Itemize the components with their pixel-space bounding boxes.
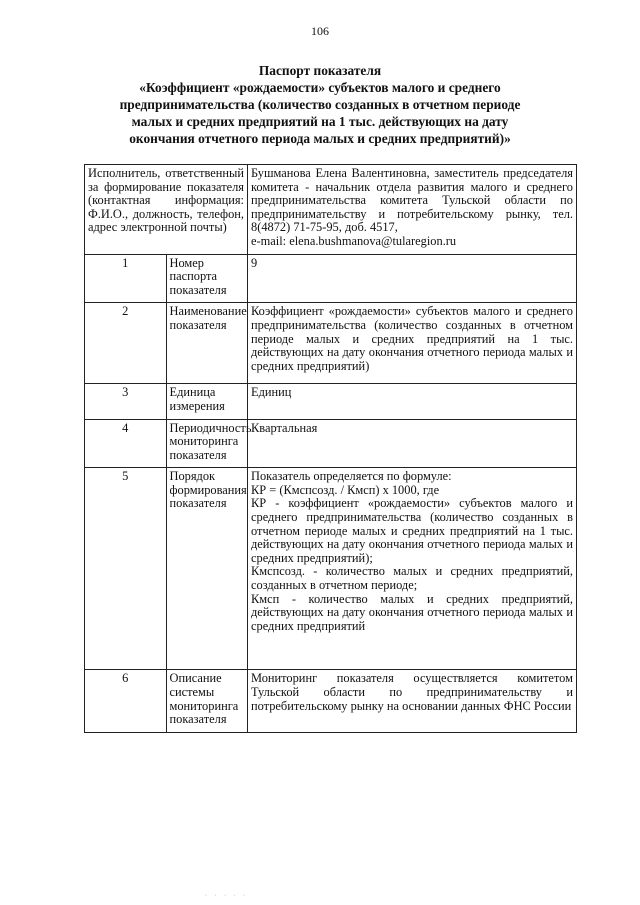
- formula-intro: Показатель определяется по формуле:: [251, 469, 452, 484]
- page-number: 106: [311, 24, 329, 38]
- responsible-label: Исполнитель, ответственный за формирование показателя (контактная информация: Ф.И.О., должность, телефон, адрес электронной почты): [85, 165, 248, 255]
- title-line: предпринимательства (количество созданных в отчетном периоде: [119, 97, 521, 112]
- row-label: Номер паспорта показателя: [166, 254, 248, 303]
- title-line: «Коэффициент «рождаемости» субъектов малого и среднего: [139, 80, 501, 95]
- row-label: Описание системы мониторинга показателя: [166, 670, 248, 732]
- title-line: окончания отчетного периода малых и средних предприятий)»: [129, 131, 511, 146]
- table-row: [85, 670, 577, 732]
- document-title: [80, 62, 560, 147]
- title-line: Паспорт показателя: [258, 63, 382, 78]
- formula-cell: [248, 468, 577, 670]
- passport-table: [84, 164, 577, 733]
- table-row-responsible: [85, 165, 577, 255]
- table-row: [85, 303, 577, 384]
- responsible-value-cell: [248, 165, 577, 255]
- table-row: [85, 254, 577, 303]
- row-number: 1: [85, 254, 167, 303]
- row-label: Порядок формирования показателя: [166, 468, 248, 670]
- kr-definition: КР - коэффициент «рождаемости» субъектов малого и среднего предпринимательства (количество созданных в отчетном периоде малых и средних предприятий на 1 тыс. действующих на дату окончания отчетного периода малых и средних предприятий);: [251, 496, 573, 565]
- title-line: малых и средних предприятий на 1 тыс. действующих на дату: [131, 114, 509, 129]
- row-label: Периодичность мониторинга показателя: [166, 419, 248, 468]
- row-value: 9: [248, 254, 577, 303]
- table-row: [85, 468, 577, 670]
- row-number: 5: [85, 468, 167, 670]
- row-label: Единица измерения: [166, 384, 248, 419]
- responsible-value: Бушманова Елена Валентиновна, заместитель председателя комитета - начальник отдела развития малого и среднего предпринимательства комитета Тульской области по предпринимательству и потребительскому рынку, тел. 8(4872) 71-75-95, доб. 4517,: [251, 166, 573, 235]
- row-value: Мониторинг показателя осуществляется комитетом Тульской области по предпринимательству и потребительскому рынку на основании данных ФНС России: [248, 670, 577, 732]
- table-row: [85, 419, 577, 468]
- responsible-email: e-mail: elena.bushmanova@tularegion.ru: [251, 233, 457, 248]
- row-value: Квартальная: [248, 419, 577, 468]
- row-label: Наименование показателя: [166, 303, 248, 384]
- k1-definition: Кмспсозд. - количество малых и средних предприятий, созданных в отчетном периоде;: [251, 564, 573, 593]
- row-number: 2: [85, 303, 167, 384]
- row-value: Единиц: [248, 384, 577, 419]
- row-number: 6: [85, 670, 167, 732]
- table-row: [85, 384, 577, 419]
- formula: КР = (Кмспсозд. / Кмсп) х 1000, где: [251, 482, 440, 497]
- row-number: 3: [85, 384, 167, 419]
- row-number: 4: [85, 419, 167, 468]
- row-value: Коэффициент «рождаемости» субъектов малого и среднего предпринимательства (количество созданных в отчетном периоде малых и средних предприятий на 1 тыс. действующих на дату окончания отчетного периода малых и средних предприятий): [248, 303, 577, 384]
- footer-mark: · · · · ·: [205, 893, 248, 899]
- k2-definition: Кмсп - количество малых и средних предприятий, действующих на дату окончания отчетного периода малых и средних предприятий: [251, 591, 573, 633]
